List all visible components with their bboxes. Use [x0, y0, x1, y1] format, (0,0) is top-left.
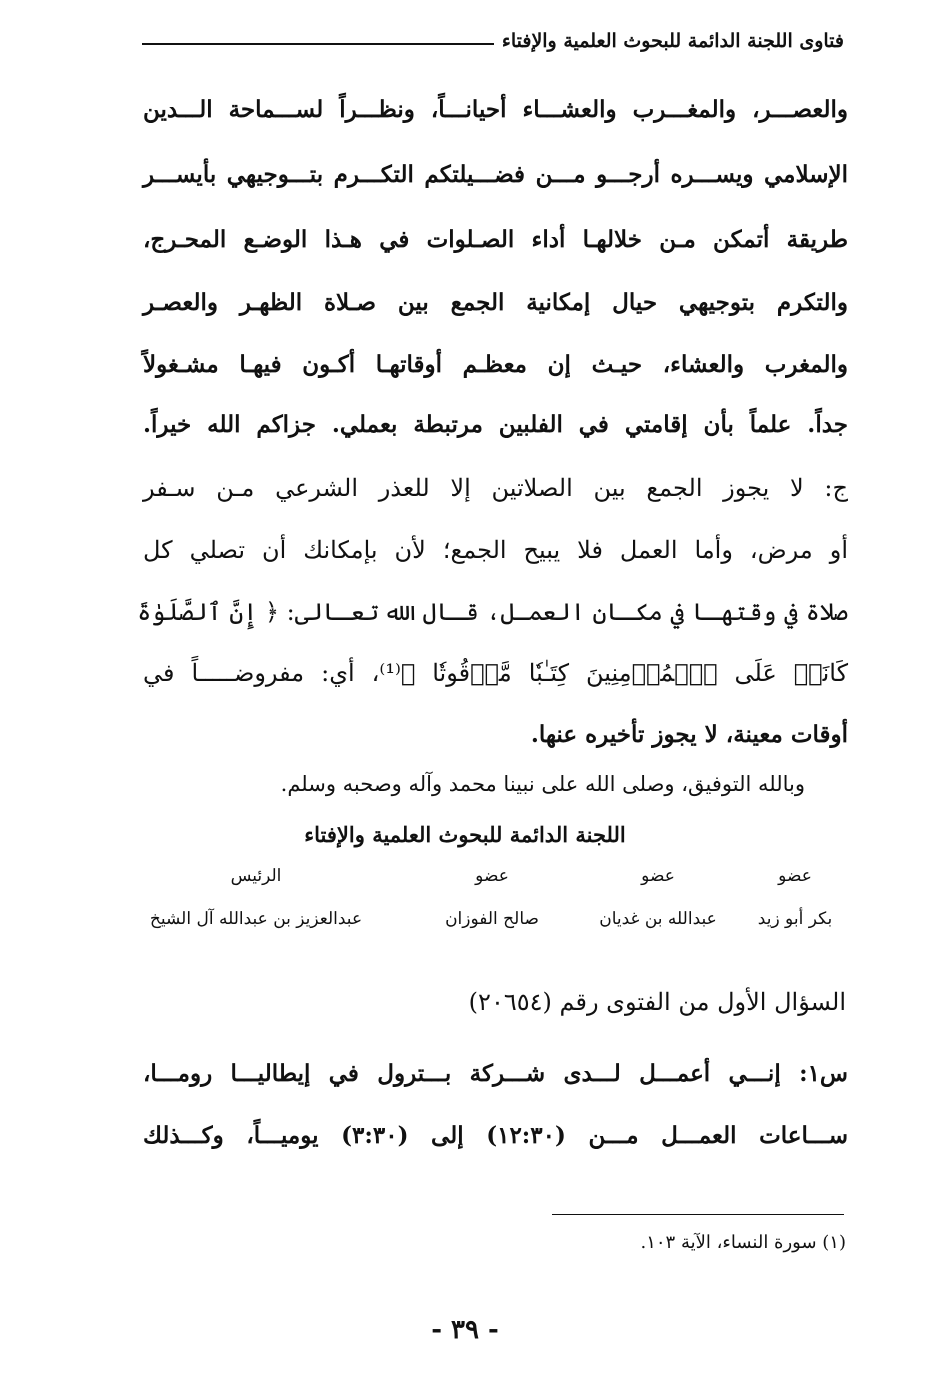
- signatory-name: عبدالعزيز بن عبدالله آل الشيخ: [149, 909, 363, 929]
- signatory-role: عضو: [475, 866, 509, 886]
- footnote-separator: [552, 1214, 844, 1215]
- question-line: والعصـــر، والمغـــرب والعشـــاء أحيانـــاً، ونظـــراً لســـماحة الـــدين: [143, 96, 848, 123]
- answer-line: كَانَتۡ عَلَى ٱلۡمُؤۡمِنِينَ كِتَـٰبٗا مَّوۡقُوتٗا ﴾⁽¹⁾، أي: مفروضـــــاً في: [143, 659, 848, 687]
- signatory-name: صالح الفوزان: [445, 909, 539, 929]
- closing-formula: وبالله التوفيق، وصلى الله على نبينا محمد وآله وصحبه وسلم.: [280, 772, 805, 796]
- signatory-roles: [130, 866, 830, 896]
- fatwa-heading: السؤال الأول من الفتوى رقم (٢٠٦٥٤): [468, 988, 846, 1016]
- signatory-role: الرئيس: [230, 866, 282, 886]
- question-line: والمغرب والعشاء، حيـث إن معظـم أوقاتهـا أكـون فيهـا مشـغولاً: [143, 351, 848, 378]
- question-line: والتكرم بتوجيهي حيال إمكانية الجمع بين صـلاة الظهـر والعصـر: [143, 289, 848, 316]
- signatory-names: [130, 909, 833, 939]
- signatory-role: عضو: [641, 866, 675, 886]
- question-line: طريقة أتمكن مـن خلالهـا أداء الصـلوات في هـذا الوضـع المحـرج،: [143, 226, 848, 253]
- answer-line: صلاة في وقتهـا في مكـان العمـل، قـال الله تعـالى: ﴿ إِنَّ ٱلصَّلَوٰةَ: [137, 598, 848, 626]
- answer-line: أوقات معينة، لا يجوز تأخيره عنها.: [530, 721, 848, 748]
- next-question-line: س١: إنـــي أعمـــل لـــدى شـــركة بـــترول في إيطاليـــا رومـــا،: [143, 1060, 848, 1087]
- running-title: فتاوى اللجنة الدائمة للبحوث العلمية والإفتاء: [501, 30, 844, 52]
- page-number: - ٣٩ -: [431, 1315, 499, 1345]
- question-line: الإسلامي ويســـره أرجـــو مـــن فضـــيلتكم التكـــرم بتـــوجيهي بأيســـر: [143, 161, 848, 188]
- signatory-name: بكر أبو زيد: [757, 909, 833, 929]
- answer-line: ج: لا يجوز الجمع بين الصلاتين إلا للعذر الشرعي مـن سـفر: [143, 474, 848, 502]
- next-question-line: ســـاعات العمـــل مـــن (١٢:٣٠) إلى (٣:٣٠) يوميـــاً، وكـــذلك: [143, 1122, 849, 1149]
- footnote: (١) سورة النساء، الآية ١٠٣.: [640, 1232, 846, 1253]
- committee-title: اللجنة الدائمة للبحوث العلمية والإفتاء: [304, 822, 626, 847]
- question-line: جداً. علماً بأن إقامتي في الفلبين مرتبطة بعملي. جزاكم الله خيراً.: [143, 411, 848, 438]
- running-head-rule: [142, 43, 494, 45]
- running-head: [142, 30, 844, 52]
- answer-line: أو مرض، وأما العمل فلا يبيح الجمع؛ لأن بإمكانك أن تصلي كل: [143, 536, 848, 564]
- signatory-name: عبدالله بن غديان: [599, 909, 717, 929]
- signatory-role: عضو: [778, 866, 812, 886]
